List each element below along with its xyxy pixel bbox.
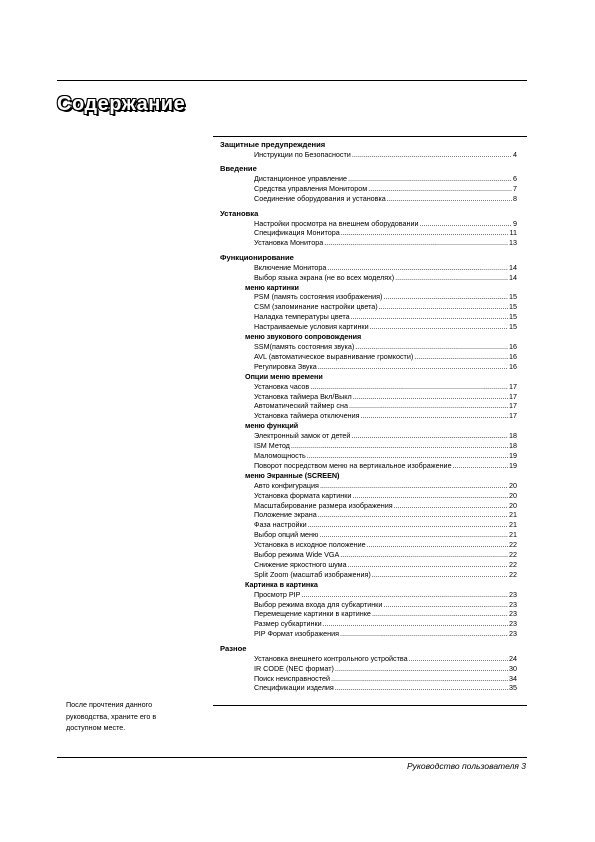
toc-leader-dots (351, 312, 508, 322)
toc-entry-title: Масштабирование размера изображения (254, 500, 393, 510)
toc-entry (220, 219, 517, 229)
toc-page-number: 23 (509, 589, 517, 599)
toc-page-number: 4 (513, 149, 517, 159)
toc-leader-dots (301, 590, 508, 600)
toc-leader-dots (340, 550, 508, 560)
toc-page-number: 20 (509, 480, 517, 490)
toc-page-number: 17 (509, 411, 517, 421)
toc-entry-title: Установка таймера отключения (254, 411, 360, 421)
toc-page-number: 9 (513, 218, 517, 228)
toc-leader-dots (394, 501, 508, 511)
toc-entry-title: Установка часов (254, 381, 310, 391)
toc-leader-dots (335, 664, 508, 674)
toc-section-heading: Установка (220, 208, 259, 218)
toc-page-number: 22 (509, 550, 517, 560)
toc-leader-dots (367, 540, 508, 550)
toc-page-number: 19 (509, 460, 517, 470)
storage-note: После прочтения данного руководства, храните его в доступном месте. (66, 700, 157, 733)
toc-leader-dots (370, 322, 508, 332)
toc-page-number: 15 (509, 322, 517, 332)
toc-leader-dots (355, 342, 508, 352)
toc-page-number: 22 (509, 540, 517, 550)
toc-entry (220, 401, 517, 411)
toc-leader-dots (327, 263, 508, 273)
toc-page-number: 22 (509, 559, 517, 569)
toc-leader-dots (372, 609, 508, 619)
toc-entry (220, 194, 517, 204)
toc-subsection-heading: меню Экранные (SCREEN) (245, 470, 340, 480)
page-title: Содержание (57, 93, 186, 115)
toc-entry (220, 550, 517, 560)
toc-page-number: 21 (509, 520, 517, 530)
toc-entry-title: Установка формата картинки (254, 490, 352, 500)
toc-entry (220, 491, 517, 501)
toc-page-number: 20 (509, 490, 517, 500)
toc-leader-dots (340, 629, 508, 639)
toc-entry (220, 501, 517, 511)
toc-leader-dots (348, 174, 512, 184)
page-footer: Руководство пользователя 3 (407, 761, 526, 771)
toc-page-number: 16 (509, 351, 517, 361)
toc-entry-title: PSM (память состояния изображения) (254, 292, 383, 302)
toc-page-number: 8 (513, 194, 517, 204)
toc-entry (220, 560, 517, 570)
toc-entry-title: Авто конфигурация (254, 480, 319, 490)
table-of-contents (220, 140, 517, 693)
top-rule (57, 80, 527, 81)
toc-subsection-heading: Картинка в картинка (245, 579, 318, 589)
toc-entry (220, 654, 517, 664)
toc-entry (220, 150, 517, 160)
toc-leader-dots (348, 560, 508, 570)
toc-entry (220, 228, 517, 238)
toc-page-number: 17 (509, 401, 517, 411)
toc-leader-dots (324, 238, 508, 248)
toc-leader-dots (349, 401, 508, 411)
toc-page-number: 34 (509, 673, 517, 683)
toc-entry (220, 619, 517, 629)
toc-entry (220, 292, 517, 302)
toc-leader-dots (319, 530, 508, 540)
toc-section-heading: Функционирование (220, 252, 294, 262)
toc-page-number: 13 (509, 238, 517, 248)
toc-entry (220, 590, 517, 600)
toc-page-number: 18 (509, 431, 517, 441)
toc-leader-dots (351, 431, 508, 441)
toc-page-number: 21 (509, 530, 517, 540)
toc-leader-dots (307, 451, 508, 461)
toc-leader-dots (352, 491, 508, 501)
toc-entry (220, 411, 517, 421)
toc-entry (220, 238, 517, 248)
toc-page-number: 23 (509, 629, 517, 639)
toc-leader-dots (308, 520, 508, 530)
toc-entry-title: Регулировка Звука (254, 361, 317, 371)
toc-page-number: 20 (509, 500, 517, 510)
toc-page-number: 17 (509, 381, 517, 391)
toc-leader-dots (361, 411, 508, 421)
toc-entry-title: Перемещение картинки в картинке (254, 609, 371, 619)
toc-page-number: 16 (509, 361, 517, 371)
toc-page-number: 15 (509, 302, 517, 312)
toc-leader-dots (368, 184, 512, 194)
toc-subsection-heading: Опции меню времени (245, 371, 323, 381)
toc-leader-dots (420, 219, 512, 229)
toc-leader-dots (383, 292, 508, 302)
toc-page-number: 23 (509, 599, 517, 609)
toc-entry-title: Спецификации изделия (254, 683, 334, 693)
toc-leader-dots (383, 600, 508, 610)
toc-entry-title: CSM (запоминание настройки цвета) (254, 302, 378, 312)
toc-entry-title: Электронный замок от детей (254, 431, 351, 441)
toc-entry-title: IR CODE (NEC формат) (254, 663, 334, 673)
toc-entry-title: Выбор языка экрана (не во всех моделях) (254, 272, 395, 282)
toc-entry-title: Фаза настройки (254, 520, 307, 530)
toc-leader-dots (453, 461, 508, 471)
toc-entry (220, 481, 517, 491)
toc-entry (220, 302, 517, 312)
toc-entry (220, 441, 517, 451)
toc-page-number: 23 (509, 609, 517, 619)
toc-entry (220, 510, 517, 520)
toc-page-number: 35 (509, 683, 517, 693)
toc-entry (220, 683, 517, 693)
toc-leader-dots (352, 150, 512, 160)
toc-entry (220, 342, 517, 352)
toc-entry-title: Выбор режима входа для субкартинки (254, 599, 383, 609)
toc-page-number: 15 (509, 292, 517, 302)
toc-page-number: 14 (509, 262, 517, 272)
toc-page-number: 19 (509, 450, 517, 460)
toc-bottom-rule (213, 705, 527, 706)
toc-section-heading: Разное (220, 643, 247, 653)
toc-entry-title: Выбор режима Wide VGA (254, 550, 340, 560)
toc-page-number: 15 (509, 312, 517, 322)
toc-section-heading: Защитные предупреждения (220, 140, 326, 149)
toc-entry (220, 570, 517, 580)
toc-entry-title: Средства управления Монитором (254, 184, 368, 194)
toc-page-number: 6 (513, 174, 517, 184)
toc-entry-title: Установка Монитора (254, 238, 324, 248)
toc-entry-title: Дистанционное управление (254, 174, 348, 184)
toc-leader-dots (414, 352, 508, 362)
toc-entry (220, 674, 517, 684)
toc-entry (220, 609, 517, 619)
toc-leader-dots (310, 382, 508, 392)
toc-page-number: 18 (509, 441, 517, 451)
toc-page-number: 24 (509, 653, 517, 663)
toc-entry-title: ISM Метод (254, 441, 290, 451)
toc-entry (220, 392, 517, 402)
toc-entry (220, 273, 517, 283)
toc-entry-title: Поворот посредством меню на вертикальное изображение (254, 460, 452, 470)
toc-entry (220, 629, 517, 639)
toc-page-number: 23 (509, 619, 517, 629)
toc-leader-dots (323, 619, 508, 629)
toc-page-number: 30 (509, 663, 517, 673)
toc-entry-title: Установка в исходное положение (254, 540, 366, 550)
toc-entry (220, 352, 517, 362)
toc-leader-dots (335, 683, 508, 693)
toc-entry (220, 431, 517, 441)
toc-entry-title: Установка внешнего контрольного устройства (254, 653, 408, 663)
bottom-rule (57, 757, 527, 758)
toc-entry-title: SSM(память состояния звука) (254, 342, 355, 351)
toc-entry (220, 451, 517, 461)
toc-leader-dots (395, 273, 508, 283)
toc-entry-title: Split Zoom (масштаб изображения) (254, 569, 371, 579)
toc-entry (220, 382, 517, 392)
toc-leader-dots (331, 674, 508, 684)
toc-entry (220, 540, 517, 550)
toc-entry (220, 461, 517, 471)
toc-subsection-heading: меню функций (245, 421, 299, 431)
toc-page-number: 22 (509, 569, 517, 579)
toc-entry (220, 322, 517, 332)
toc-entry-title: Соединение оборудования и установка (254, 194, 386, 204)
toc-entry-title: Настраиваемые условия картинки (254, 322, 369, 332)
toc-top-rule (213, 136, 527, 137)
toc-entry (220, 664, 517, 674)
toc-entry-title: Настройки просмотра на внешнем оборудовании (254, 218, 419, 228)
toc-page-number: 11 (509, 228, 517, 238)
toc-section-heading: Введение (220, 164, 257, 174)
toc-entry-title: Включение Монитора (254, 262, 327, 272)
toc-entry (220, 530, 517, 540)
toc-leader-dots (291, 441, 508, 451)
toc-entry-title: PIP Формат изображения (254, 629, 339, 639)
toc-page-number: 7 (513, 184, 517, 194)
toc-leader-dots (387, 194, 512, 204)
toc-entry-title: Установка таймера Вкл/Выкл (254, 391, 352, 401)
toc-entry-title: Спецификация Монитора (254, 228, 340, 238)
toc-entry (220, 362, 517, 372)
toc-page-number: 16 (509, 342, 517, 351)
toc-entry-title: AVL (автоматическое выравнивание громкости) (254, 351, 414, 361)
toc-page-number: 14 (509, 272, 517, 282)
toc-entry-title: Просмотр PIP (254, 589, 301, 599)
toc-entry (220, 312, 517, 322)
toc-leader-dots (341, 228, 509, 238)
toc-entry (220, 520, 517, 530)
toc-page-number: 21 (509, 510, 517, 520)
toc-entry-title: Снижение яркостного шума (254, 559, 347, 569)
toc-leader-dots (318, 362, 508, 372)
toc-leader-dots (353, 392, 508, 402)
toc-subsection-heading: меню звукового сопровождения (245, 332, 362, 342)
toc-entry-title: Размер субкартинки (254, 619, 322, 629)
toc-entry (220, 174, 517, 184)
toc-leader-dots (320, 481, 508, 491)
toc-leader-dots (379, 302, 508, 312)
toc-entry-title: Положение экрана (254, 510, 317, 520)
toc-entry-title: Маломощность (254, 450, 306, 460)
toc-leader-dots (318, 510, 508, 520)
toc-page-number: 17 (509, 391, 517, 401)
toc-entry-title: Автоматический таймер сна (254, 401, 348, 411)
toc-leader-dots (409, 654, 508, 664)
toc-entry (220, 263, 517, 273)
toc-entry-title: Выбор опций меню (254, 530, 319, 540)
toc-entry-title: Наладка температуры цвета (254, 312, 350, 322)
toc-leader-dots (372, 570, 508, 580)
toc-entry-title: Инструкции по Безопасности (254, 149, 351, 159)
toc-entry-title: Поиск неисправностей (254, 673, 330, 683)
toc-subsection-heading: меню картинки (245, 282, 299, 292)
toc-entry (220, 184, 517, 194)
toc-entry (220, 600, 517, 610)
